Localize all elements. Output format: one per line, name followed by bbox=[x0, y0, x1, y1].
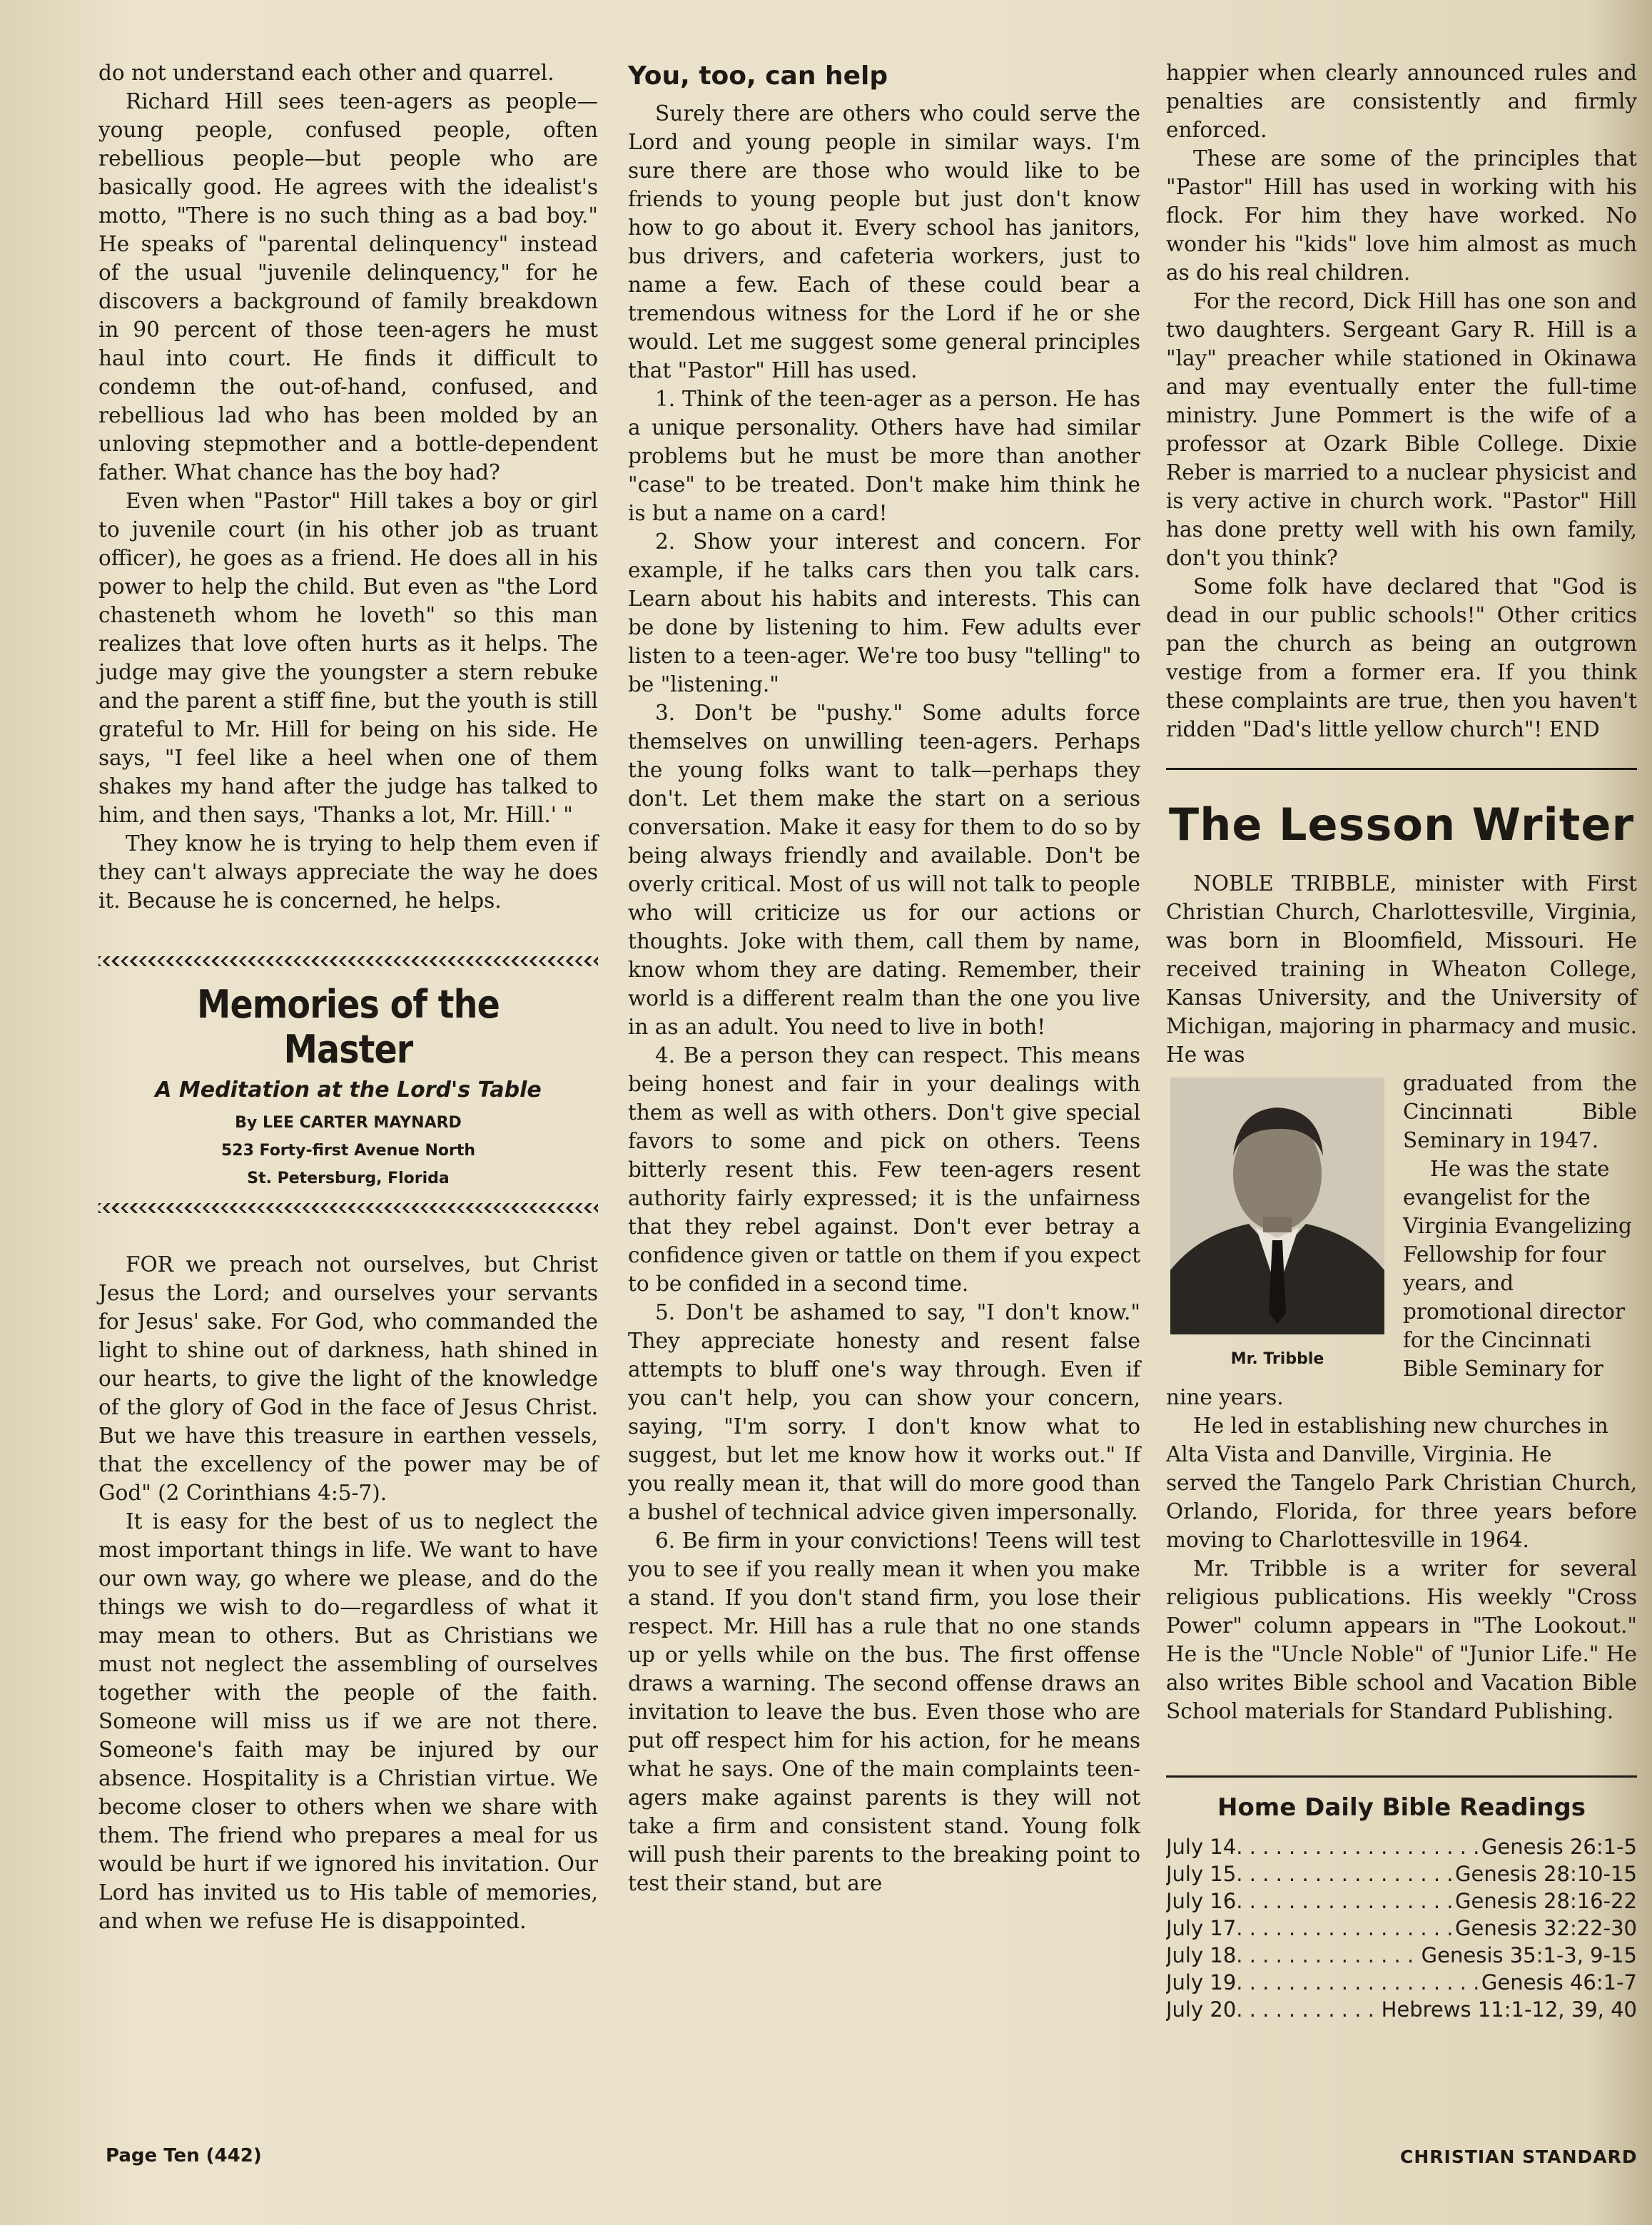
section-heading: You, too, can help bbox=[628, 61, 888, 91]
page-number: Page Ten (442) bbox=[106, 2145, 262, 2166]
paragraph: Some folk have declared that "God is dead in our public schools!" Other critics pan the church as being an outgrown vestige from a former era. If you think these complaints are true, then you haven't ridden "Dad's little yellow church"! END bbox=[1166, 574, 1637, 741]
portrait-image bbox=[1170, 1078, 1384, 1334]
paragraph: 5. Don't be ashamed to say, "I don't know." They appreciate honesty and resent false attempts to bluff one's way through. Even if you can't help, you can show your concern, saying, "I'm sorry. I don't know what to suggest, but let me know how it works out." If you really mean it, that will do more good than a bushel of technical advice given impersonally. bbox=[628, 1300, 1140, 1524]
reading-date: July 17 bbox=[1166, 1916, 1237, 1940]
lesson-writer-title: The Lesson Writer bbox=[1168, 799, 1635, 851]
paragraph: Even when "Pastor" Hill takes a boy or girl to juvenile court (in his other job as truant officer), he goes as a friend. He does all in his power to help the child. But even as "the Lord chasteneth whom he loveth" so this man realizes that love often hurts as it helps. The judge may give the youngster a stern rebuke and the parent a stiff fine, but the youth is still grateful to Mr. Hill for being on his side. He says, "I feel like a heel when one of them shakes my hand after the judge has talked to him, and then says, 'Thanks a lot, Mr. Hill.' " bbox=[98, 489, 598, 827]
paragraph: They know he is trying to help them even if they can't always appreciate the way he does it. Because he is concerned, he helps. bbox=[98, 831, 598, 913]
column-right bbox=[1166, 59, 1637, 2023]
paragraph: For the record, Dick Hill has one son and two daughters. Sergeant Gary R. Hill is a "lay" preacher while stationed in Okinawa and may eventually enter the full-time ministry. June Pommert is the wife of a professor at Ozark Bible College. Dixie Reber is married to a nuclear physicist and is very active in church work. "Pastor" Hill has done pretty well with his own family, don't you think? bbox=[1166, 289, 1637, 570]
paragraph: FOR we preach not ourselves, but Christ Jesus the Lord; and ourselves your servants for Jesus' sake. For God, who commanded the light to shine out of darkness, hath shined in our hearts, to give the light of the knowledge of the glory of God in the face of Jesus Christ. But we have this treasure in earthen vessels, that the excellency of the power may be of God" (2 Corinthians 4:5-7). bbox=[98, 1252, 598, 1505]
list-item bbox=[1166, 1833, 1637, 1860]
reading-reference: Genesis 28:10-15 bbox=[1455, 1862, 1637, 1886]
wavy-divider bbox=[98, 956, 598, 966]
reading-date: July 18 bbox=[1166, 1943, 1237, 1967]
list-item bbox=[1166, 1996, 1637, 2023]
bible-readings-heading: Home Daily Bible Readings bbox=[1217, 1793, 1586, 1822]
section-divider bbox=[1166, 768, 1637, 770]
reading-reference: Genesis 35:1-3, 9-15 bbox=[1421, 1943, 1637, 1967]
list-item bbox=[1166, 1915, 1637, 1942]
reading-date: July 16 bbox=[1166, 1889, 1237, 1913]
reading-reference: Hebrews 11:1-12, 39, 40 bbox=[1381, 1997, 1637, 2022]
list-item bbox=[1166, 1942, 1637, 1969]
paragraph: Surely there are others who could serve the Lord and young people in similar ways. I'm sure there are those who would like to be friends to young people but just don't know how to go about it. Every school has janitors, bus drivers, and cafeteria workers, just to name a few. Each of these could bear a tremendous witness for the Lord if he or she would. Let me suggest some general principles that "Pastor" Hill has used. bbox=[628, 101, 1140, 382]
wavy-divider bbox=[98, 1203, 598, 1213]
memories-title: Memories of the Master bbox=[197, 982, 500, 1072]
column-left bbox=[98, 59, 598, 1935]
paragraph: served the Tangelo Park Christian Church, Orlando, Florida, for three years before moving to Charlottesville in 1964. bbox=[1166, 1471, 1637, 1552]
paragraph: He was the state evangelist for the Virginia Evangelizing Fellowship for four years, and promotional director for the Cincinnati Bible Seminary for nine years. bbox=[1166, 1157, 1632, 1409]
column-middle bbox=[628, 59, 1140, 1897]
publication-name: CHRISTIAN STANDARD bbox=[1400, 2147, 1638, 2167]
bible-readings-list bbox=[1166, 1833, 1637, 2023]
reading-reference: Genesis 32:22-30 bbox=[1455, 1916, 1637, 1940]
paragraph: 6. Be firm in your convictions! Teens will test you to see if you really mean it when you make a stand. If you don't stand firm, you lose their respect. Mr. Hill has a rule that no one stands up or yells while on the bus. The first offense draws a warning. The second offense draws an invitation to leave the bus. Even those who are put off respect him for his action, for he means what he says. One of the main complaints teen-agers make against parents is they will not take a firm and consistent stand. Young folk will push their parents to the breaking point to test their stand, but are bbox=[628, 1529, 1140, 1895]
list-item bbox=[1166, 1887, 1637, 1915]
paragraph: 3. Don't be "pushy." Some adults force themselves on unwilling teen-agers. Perhaps the young folks want to talk—perhaps they don't. Let them make the start on a serious conversation. Make it easy for them to do so by being always friendly and available. Don't be overly critical. Most of us will not talk to people who will criticize us for our actions or thoughts. Joke with them, call them by name, know whom they are dating. Remember, their world is a different realm than the one you live in as an adult. You need to live in both! bbox=[628, 701, 1140, 1039]
byline-city: St. Petersburg, Florida bbox=[247, 1170, 450, 1187]
author-photo bbox=[1170, 1078, 1384, 1334]
paragraph: It is easy for the best of us to neglect the most important things in life. We want to have our own way, go where we please, and do the things we wish to do—regardless of what it may mean to others. But as Christians we must not neglect the assembling of ourselves together with the people of the faith. Someone will miss us if we are not there. Someone's faith may be injured by our absence. Hospitality is a Christian virtue. We become closer to others when we share with them. The friend who prepares a meal for us would be hurt if we ignored his invitation. Our Lord has invited us to His table of memories, and when we refuse He is disappointed. bbox=[98, 1509, 598, 1933]
paragraph: Mr. Tribble is a writer for several religious publications. His weekly "Cross Power" column appears in "The Lookout." He is the "Uncle Noble" of "Junior Life." He also writes Bible school and Vacation Bible School materials for Standard Publishing. bbox=[1166, 1556, 1637, 1723]
memories-subtitle: A Meditation at the Lord's Table bbox=[155, 1078, 542, 1103]
reading-reference: Genesis 46:1-7 bbox=[1481, 1970, 1637, 1995]
reading-date: July 14 bbox=[1166, 1835, 1237, 1859]
paragraph: 1. Think of the teen-ager as a person. He has a unique personality. Others have had similar problems but he must be more than another "case" to be treated. Don't make him think he is but a name on a card! bbox=[628, 387, 1140, 525]
reading-reference: Genesis 26:1-5 bbox=[1481, 1835, 1637, 1859]
byline-author: By LEE CARTER MAYNARD bbox=[235, 1114, 462, 1132]
reading-date: July 19 bbox=[1166, 1970, 1237, 1995]
author-photo-block bbox=[1166, 1078, 1389, 1368]
paragraph: 2. Show your interest and concern. For example, if he talks cars then you talk cars. Learn about his habits and interests. This can be done by listening to him. Few adults ever listen to a teen-ager. We're too busy "telling" to be "listening." bbox=[628, 529, 1140, 696]
paragraph: He led in establishing new churches in Alta Vista and Danville, Virginia. He bbox=[1166, 1414, 1608, 1466]
paragraph: 4. Be a person they can respect. This means being honest and fair in your dealings with them as well as with others. Don't give special favors to some and pick on others. Teens bitterly resent this. Few teen-agers resent authority fairly expressed; it is the unfairness that they rebel against. Don't ever betray a confidence given or tattle on them if you expect to be confided in a second time. bbox=[628, 1043, 1140, 1296]
list-item bbox=[1166, 1969, 1637, 1996]
paragraph: Richard Hill sees teen-agers as people—young people, confused people, often rebellious people—but people who are basically good. He agrees with the idealist's motto, "There is no such thing as a bad boy." He speaks of "parental delinquency" instead of the usual "juvenile delinquency," for he discovers a background of family breakdown in 90 percent of those teen-agers he must haul into court. He finds it difficult to condemn the out-of-hand, confused, and rebellious lad who has been molded by an unloving stepmother and a bottle-dependent father. What chance has the boy had? bbox=[98, 89, 598, 485]
section-divider bbox=[1166, 1775, 1637, 1778]
photo-caption: Mr. Tribble bbox=[1230, 1350, 1324, 1368]
paragraph: graduated from the Cincinnati Bible Seminary in 1947. bbox=[1403, 1071, 1637, 1152]
paragraph: NOBLE TRIBBLE, minister with First Christian Church, Charlottesville, Virginia, was born in Bloomfield, Missouri. He received training in Wheaton College, Kansas University, and the University of Michigan, majoring in pharmacy and music. He was bbox=[1166, 871, 1637, 1067]
paragraph: These are some of the principles that "Pastor" Hill has used in working with his flock. For him they have worked. No wonder his "kids" love him almost as much as do his real children. bbox=[1166, 146, 1637, 285]
paragraph: do not understand each other and quarrel. bbox=[98, 61, 554, 85]
reading-date: July 15 bbox=[1166, 1862, 1237, 1886]
reading-date: July 20 bbox=[1166, 1997, 1237, 2022]
paragraph: happier when clearly announced rules and penalties are consistently and firmly enforced. bbox=[1166, 61, 1637, 142]
byline-address: 523 Forty-first Avenue North bbox=[221, 1142, 476, 1160]
list-item bbox=[1166, 1860, 1637, 1887]
reading-reference: Genesis 28:16-22 bbox=[1455, 1889, 1637, 1913]
